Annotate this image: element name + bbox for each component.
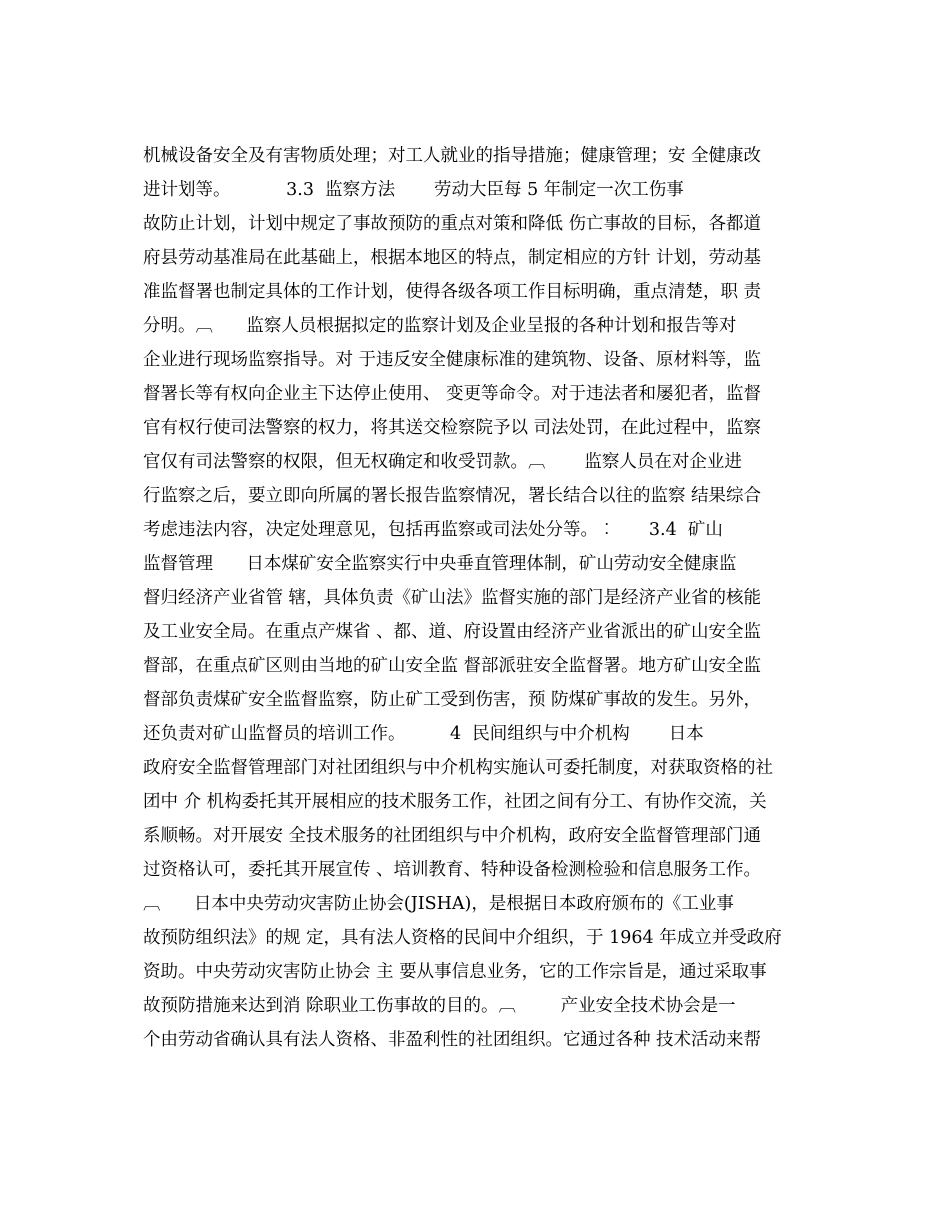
text-line: 监督管理 日本煤矿安全监察实行中央垂直管理体制，矿山劳动安全健康监 (143, 554, 737, 574)
text-line: 故预防组织法》的规 定，具有法人资格的民间中介组织，于 1964 年成立并受政府 (143, 928, 782, 948)
text-line: 进计划等。 3.3 监察方法 劳动大臣每 5 年制定一次工伤事 (143, 180, 684, 200)
text-line: 团中 介 机构委托其开展相应的技术服务工作，社团之间有分工、有协作交流，关 (143, 792, 767, 812)
text-line: 政府安全监督管理部门对社团组织与中介机构实施认可委托制度，对获取资格的社 (143, 758, 773, 778)
text-line: 督署长等有权向企业主下达停止使用、 变更等命令。对于违法者和屡犯者，监督 (143, 384, 762, 404)
text-line: 督部，在重点矿区则由当地的矿山安全监 督部派驻安全监督署。地方矿山安全监 (143, 656, 762, 676)
text-line: 及工业安全局。在重点产煤省 、都、道、府设置由经济产业省派出的矿山安全监 (143, 622, 762, 642)
text-line: 故预防措施来达到消 除职业工伤事故的目的。︹ 产业安全技术协会是一 (143, 996, 736, 1016)
text-line: 系顺畅。对开展安 全技术服务的社团组织与中介机构，政府安全监督管理部门通 (143, 826, 762, 846)
text-line: 考虑违法内容，决定处理意见，包括再监察或司法处分等。︰ 3.4 矿山 (143, 520, 723, 540)
text-line: 官有权行使司法警察的权力，将其送交检察院予以 司法处罚，在此过程中，监察 (143, 418, 762, 438)
text-line: 行监察之后，要立即向所属的署长报告监察情况，署长结合以往的监察 结果综合 (143, 486, 762, 506)
text-line: 准监督署也制定具体的工作计划，使得各级各项工作目标明确，重点清楚，职 责 (143, 282, 762, 302)
text-line: 企业进行现场监察指导。对 于违反安全健康标准的建筑物、设备、原材料等，监 (143, 350, 762, 370)
text-line: 资助。中央劳动灾害防止协会 主 要从事信息业务，它的工作宗旨是，通过采取事 (143, 962, 767, 982)
text-line: 府县劳动基准局在此基础上，根据本地区的特点，制定相应的方针 计划，劳动基 (143, 248, 762, 268)
text-line: ︹ 日本中央劳动灾害防止协会(JISHA)，是根据日本政府颁布的《工业事 (143, 894, 734, 914)
text-line: 还负责对矿山监督员的培训工作。 4 民间组织与中介机构 日本 (143, 724, 704, 744)
text-line: 督部负责煤矿安全监督监察，防止矿工受到伤害，预 防煤矿事故的发生。另外， (143, 690, 762, 710)
text-line: 故防止计划，计划中规定了事故预防的重点对策和降低 伤亡事故的目标，各都道 (143, 214, 762, 234)
text-line: 督归经济产业省管 辖，具体负责《矿山法》监督实施的部门是经济产业省的核能 (143, 588, 762, 608)
text-line: 官仅有司法警察的权限，但无权确定和收受罚款。︹ 监察人员在对企业进 (143, 452, 742, 472)
text-line: 机械设备安全及有害物质处理；对工人就业的指导措施；健康管理；安 全健康改 (143, 146, 762, 166)
text-line: 个由劳动省确认具有法人资格、非盈利性的社团组织。它通过各种 技术活动来帮 (143, 1030, 762, 1050)
text-line: 分明。︹ 监察人员根据拟定的监察计划及企业呈报的各种计划和报告等对 (143, 316, 737, 336)
text-line: 过资格认可，委托其开展宣传 、培训教育、特种设备检测检验和信息服务工作。 (143, 860, 762, 880)
